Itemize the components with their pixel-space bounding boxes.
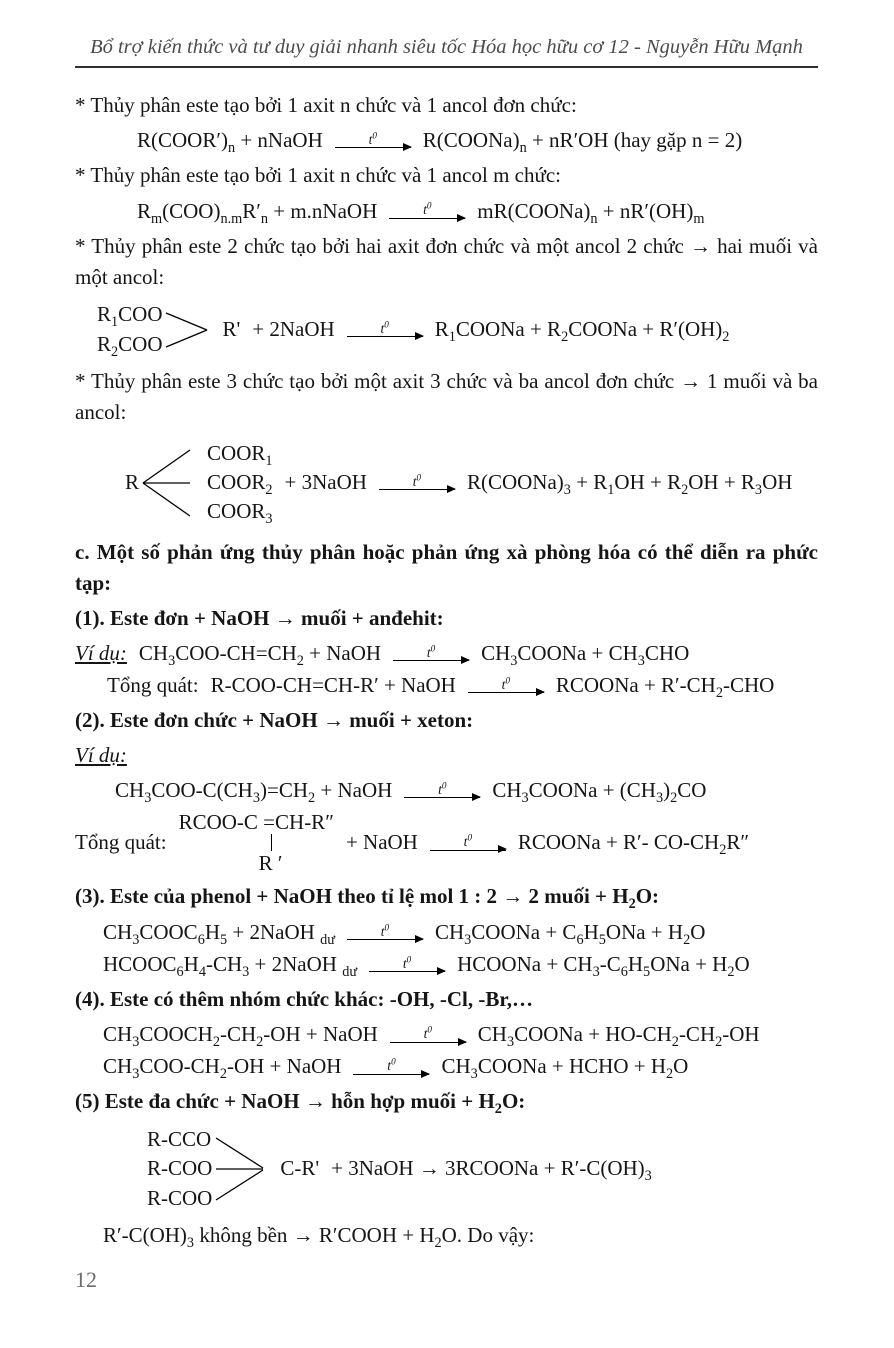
example-label-row xyxy=(75,740,818,772)
structure-group: $R_2COO$ xyxy=(97,331,163,360)
structure-left-column xyxy=(97,300,163,359)
reaction-arrow-icon: $t^0$ xyxy=(347,322,423,338)
equation-lhs: $CH_3COOCH_2-CH_2-OH$ + NaOH xyxy=(103,1022,378,1051)
subsection-c-heading: c. Một số phản ứng thủy phân hoặc phản ứng xà phòng hóa có thể diễn ra phức tạp: xyxy=(75,539,818,596)
structure-vinyl-ester xyxy=(179,810,334,875)
reaction-arrow-icon: $t^0$ xyxy=(379,475,455,491)
equation-p4-2 xyxy=(103,1054,818,1083)
equation-s2 xyxy=(137,198,818,227)
equation-rhs: $CH_3COONa + HO-CH_2-CH_2-OH$ xyxy=(477,1022,760,1051)
arrow-shaft xyxy=(353,1074,429,1075)
structure-root: R xyxy=(125,470,140,495)
arrow-shaft xyxy=(369,971,445,972)
arrow-shaft xyxy=(468,692,544,693)
structure-p2-general xyxy=(75,810,818,875)
equation-reactant: + 3NaOH xyxy=(284,470,367,495)
equation-p4-1 xyxy=(103,1022,818,1051)
general-label: Tổng quát: xyxy=(107,673,199,698)
structure-group: R-COO xyxy=(147,1156,213,1181)
arrow-shaft xyxy=(390,1042,466,1043)
bullet-este-3-chuc: * Thủy phân este 3 chức tạo bởi một axit 3 chức và ba ancol đơn chức → 1 muối và ba ancol: xyxy=(75,368,818,425)
equation-s1 xyxy=(137,128,818,157)
reaction-arrow-icon: $t^0$ xyxy=(404,783,480,799)
structure-group: R-COO xyxy=(147,1185,213,1210)
arrow-shaft xyxy=(389,218,465,219)
equation-rhs: $CH_3COONa$ + HCHO + $H_2O$ xyxy=(441,1054,689,1083)
bullet-este-2-chuc: * Thủy phân este 2 chức tạo bởi hai axit đơn chức và một ancol 2 chức → hai muối và một ancol: xyxy=(75,233,818,290)
reaction-arrow-icon: $t^0$ xyxy=(353,1059,429,1075)
example-label: Ví dụ: xyxy=(75,742,127,767)
arrow-shaft xyxy=(347,336,423,337)
final-note: $R'-C(OH)_3$ không bền → R′COOH + $H_2O$. Do vậy: xyxy=(103,1222,535,1252)
structure-center: C-R' xyxy=(280,1156,320,1181)
equation-lhs: $CH_3COO-CH_2-OH$ + NaOH xyxy=(103,1054,342,1083)
equation-lhs: $CH_3COO-C(CH_3)=CH_2$ + NaOH xyxy=(115,778,393,807)
general-label: Tổng quát: xyxy=(75,830,167,855)
arrow-shaft xyxy=(335,147,411,148)
equation-lhs: $R(COOR')_n$ + nNaOH xyxy=(137,128,323,157)
equation-p1-general xyxy=(107,673,818,702)
structure-group: $COOR_2$ xyxy=(207,469,273,499)
case-1-heading: (1). Este đơn + NaOH → muối + anđehit: xyxy=(75,605,444,630)
equation-p2-example xyxy=(115,778,818,807)
structure-left-column xyxy=(147,1125,212,1213)
structure-group: $COOR_3$ xyxy=(207,499,273,528)
equation-lhs: R-COO-CH=CH-R′ + NaOH xyxy=(210,673,456,698)
equation-reactant: + NaOH xyxy=(345,830,418,855)
structure-diol-ester xyxy=(97,300,818,360)
page-number: 12 xyxy=(75,1267,97,1293)
structure-center: R' xyxy=(222,317,241,342)
bullet-este-n-chuc-ancol-m: * Thủy phân este tạo bởi 1 axit n chức và 1 ancol m chức: xyxy=(75,163,562,188)
equation-reactant: + 2NaOH xyxy=(252,317,335,342)
arrow-shaft xyxy=(379,489,455,490)
page-header xyxy=(75,34,818,68)
equation-rhs: $CH_3COONa + CH_3CHO$ xyxy=(481,641,690,670)
vertical-bond-line xyxy=(271,834,273,851)
reaction-arrow-icon: $t^0$ xyxy=(390,1027,466,1043)
equation-rhs: $R(COONa)_n + nR'OH$ (hay gặp n = 2) xyxy=(422,128,743,157)
structure-triester xyxy=(125,435,818,531)
bond-lines-icon xyxy=(214,1124,266,1214)
equation-lhs: $HCOOC_6H_4-CH_3$ + 2NaOH $_{dư}$ xyxy=(103,951,358,981)
case-5-heading: (5) Este đa chức + NaOH → hỗn hợp muối + $H_2O$: xyxy=(75,1089,526,1118)
reaction-arrow-icon: $t^0$ xyxy=(347,925,423,941)
equation-lhs: $CH_3COOC_6H_5$ + 2NaOH $_{dư}$ xyxy=(103,919,335,949)
equation-p3-1 xyxy=(103,919,818,949)
header-title: Bổ trợ kiến thức và tư duy giải nhanh siêu tốc Hóa học hữu cơ 12 - Nguyễn Hữu Mạnh xyxy=(90,36,803,58)
structure-bottom-group: R ′ xyxy=(258,851,283,876)
structure-p5-triester xyxy=(147,1124,818,1214)
equation-rhs: RCOONa + $R'-CH_2$-CHO xyxy=(555,673,775,702)
equation-p3-2 xyxy=(103,951,818,981)
equation-rhs: $CH_3COONa + (CH_3)_2CO$ xyxy=(492,778,707,807)
equation-rhs: $CH_3COONa + C_6H_5ONa + H_2O$ xyxy=(434,919,706,949)
structure-group: $R_1COO$ xyxy=(97,302,163,331)
case-3-heading: (3). Este của phenol + NaOH theo tỉ lệ mol 1 : 2 → 2 muối + $H_2O$: xyxy=(75,884,660,913)
structure-right-column xyxy=(207,439,273,527)
equation-rest: + 3NaOH → 3RCOONa + $R'-C(OH)_3$ xyxy=(331,1156,652,1185)
arrow-shaft xyxy=(347,939,423,940)
equation-lhs: $CH_3COO-CH=CH_2$ + NaOH xyxy=(138,641,382,670)
equation-p1-example xyxy=(75,641,818,670)
reaction-arrow-icon: $t^0$ xyxy=(468,678,544,694)
structure-group: $COOR_1$ xyxy=(207,440,273,469)
equation-rhs: $mR(COONa)_n + nR'(OH)_m$ xyxy=(477,198,705,227)
arrow-shaft xyxy=(404,797,480,798)
reaction-arrow-icon: $t^0$ xyxy=(369,957,445,973)
bond-lines-icon xyxy=(141,435,193,531)
arrow-shaft xyxy=(430,850,506,851)
case-4-heading: (4). Este có thêm nhóm chức khác: -OH, -Cl, -Br,… xyxy=(75,986,534,1011)
equation-rhs: HCOONa + $CH_3-C_6H_5ONa + H_2O$ xyxy=(457,951,750,981)
case-2-heading: (2). Este đơn chức + NaOH → muối + xeton: xyxy=(75,708,474,733)
reaction-arrow-icon: $t^0$ xyxy=(393,646,469,662)
reaction-arrow-icon: $t^0$ xyxy=(389,203,465,219)
equation-rhs: $R(COONa)_3 + R_1OH + R_2OH + R_3OH$ xyxy=(466,470,793,499)
equation-rhs: $R_1COONa$ + $R_2COONa + R'(OH)_2$ xyxy=(434,317,730,346)
equation-lhs: $R_m(COO)_{n.m}R'_n$ + m.nNaOH xyxy=(137,198,378,227)
structure-group: R-CCO xyxy=(147,1126,212,1151)
arrow-shaft xyxy=(393,660,469,661)
bond-lines-icon xyxy=(165,300,209,360)
reaction-arrow-icon: $t^0$ xyxy=(335,133,411,149)
bullet-este-n-chuc-ancol-don: * Thủy phân este tạo bởi 1 axit n chức và 1 ancol đơn chức: xyxy=(75,92,577,117)
structure-top-line: RCOO-C =CH-R″ xyxy=(178,810,334,835)
reaction-arrow-icon: $t^0$ xyxy=(430,835,506,851)
equation-rhs: RCOONa + R′- $CO-CH_2R''$ xyxy=(517,830,750,859)
example-label: Ví dụ: xyxy=(75,641,127,666)
